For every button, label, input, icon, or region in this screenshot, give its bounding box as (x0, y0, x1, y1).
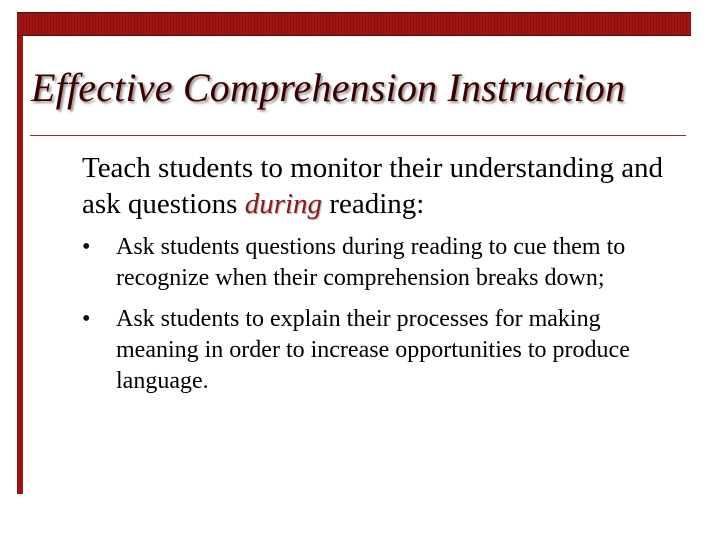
bullet-dot: • (82, 234, 91, 260)
bullet-list (82, 232, 672, 407)
bullet-item (82, 304, 672, 397)
slide-title: Effective Comprehension Instruction (31, 65, 626, 110)
bullet-text: Ask students questions during reading to cue them to recognize when their comprehension breaks down; (116, 234, 626, 291)
lead-paragraph (82, 150, 702, 222)
bullet-text: Ask students to explain their processes for making meaning in order to increase opportunities to produce language. (116, 306, 630, 394)
lead-text-end: reading: (322, 188, 425, 220)
left-decorative-bar (17, 36, 23, 494)
bullet-item (82, 232, 672, 294)
title-divider (30, 135, 686, 136)
lead-text-start: Teach students to monitor their understanding and ask questions (82, 152, 664, 220)
top-decorative-bar (17, 12, 691, 36)
lead-emphasis: during (244, 188, 323, 220)
bullet-dot: • (82, 306, 91, 332)
